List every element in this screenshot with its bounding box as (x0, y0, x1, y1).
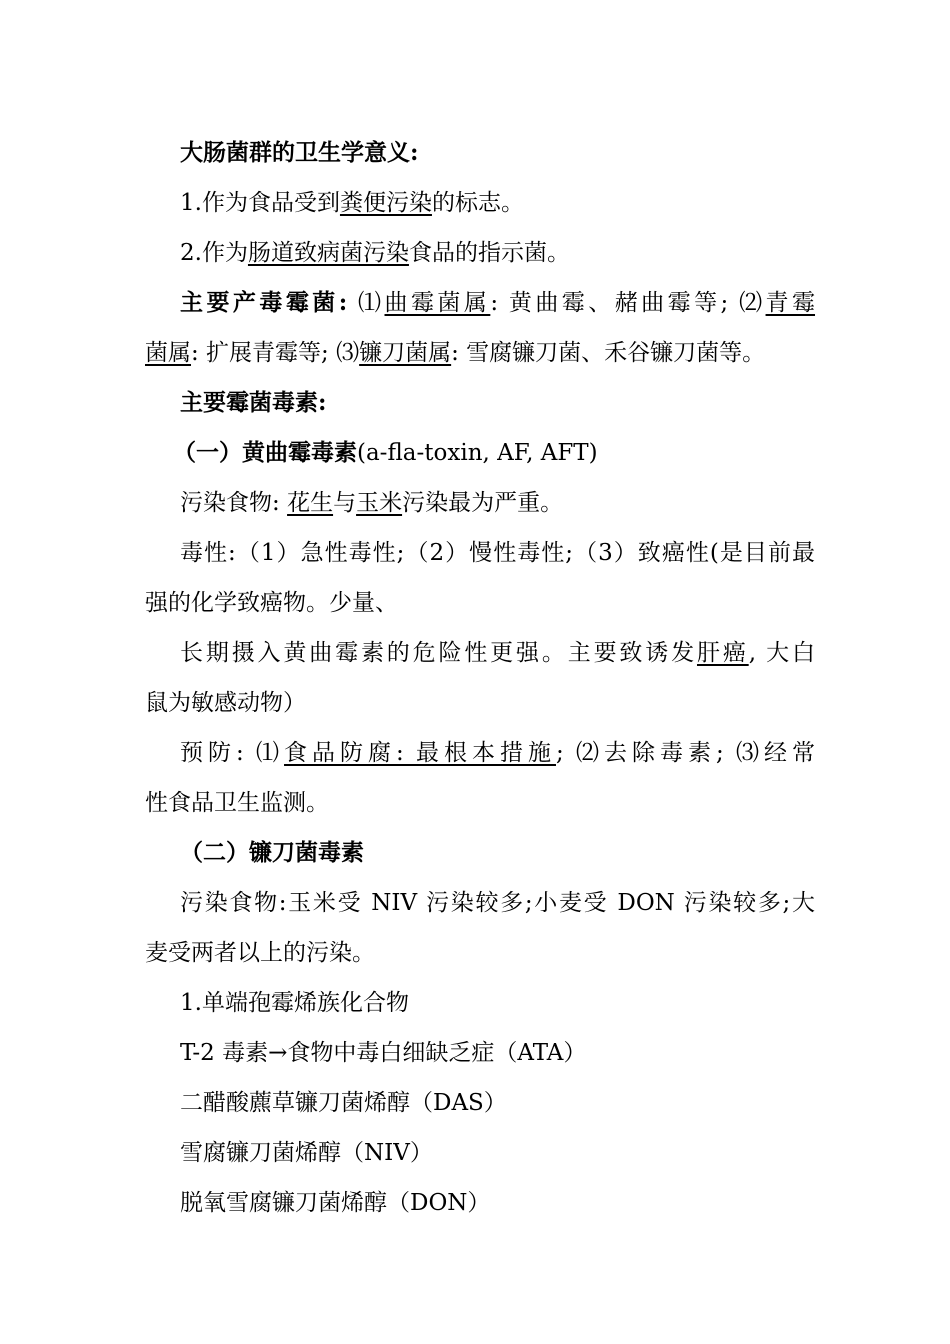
text: ⑴ (347, 290, 385, 316)
underlined-term: 花生 (287, 490, 334, 516)
underlined-term: 肠道致病菌污染 (247, 240, 409, 266)
text: : 雪腐镰刀菌、禾谷镰刀菌等。 (451, 340, 766, 366)
aflatoxin-toxicity-line-3 (145, 628, 815, 678)
underlined-term: 曲霉菌属 (384, 290, 491, 316)
list-item: 二醋酸藨草镰刀菌烯醇（DAS） (180, 1090, 507, 1116)
aflatoxin-toxicity-line-4: 鼠为敏感动物） (145, 690, 306, 716)
coliform-point-1 (145, 178, 815, 228)
underlined-term: 镰刀菌属 (359, 340, 452, 366)
list-item: 脱氧雪腐镰刀菌烯醇（DON） (180, 1190, 491, 1216)
underlined-term: 粪便污染 (339, 190, 432, 216)
text: 预防: ⑴ (180, 740, 285, 766)
underlined-term: 肝癌 (696, 640, 749, 666)
text: 1.作为食品受到 (180, 190, 340, 216)
aflatoxin-heading (145, 428, 815, 478)
text: 污染食物: (180, 490, 288, 516)
text: 长期摄入黄曲霉素的危险性更强。主要致诱发 (180, 640, 697, 666)
fusarium-heading: （二）镰刀菌毒素 (180, 839, 364, 866)
text: 食品的指示菌。 (408, 240, 570, 266)
mycotoxins-heading: 主要霉菌毒素: (180, 389, 327, 416)
underlined-term: 食品防腐: 最根本措施 (284, 740, 556, 766)
aflatoxin-prevention-line-2: 性食品卫生监测。 (145, 790, 329, 816)
text: , 大白 (748, 640, 816, 666)
text: : 黄曲霉、赭曲霉等; ⑵ (490, 290, 766, 316)
text: ; ⑵去除毒素; ⑶经常 (555, 740, 816, 766)
fusarium-foods-line-1: 污染食物:玉米受 NIV 污染较多;小麦受 DON 污染较多;大 (180, 890, 815, 916)
fusarium-class-1: 1.单端孢霉烯族化合物 (180, 990, 409, 1016)
text: 的标志。 (431, 190, 524, 216)
text: 与 (333, 490, 357, 516)
aflatoxin-foods (145, 478, 815, 528)
coliform-heading: 大肠菌群的卫生学意义: (180, 139, 419, 166)
label: 主要产毒霉菌: (180, 289, 348, 316)
aflatoxin-prevention-line-1 (145, 728, 815, 778)
text: 污染最为严重。 (402, 490, 564, 516)
list-item: 雪腐镰刀菌烯醇（NIV） (180, 1140, 433, 1166)
document-body (145, 128, 815, 1228)
list-item: T-2 毒素→食物中毒白细缺乏症（ATA） (180, 1040, 587, 1066)
coliform-point-2 (145, 228, 815, 278)
underlined-term: 青霉 (765, 290, 816, 316)
aflatoxin-toxicity-line-2: 强的化学致癌物。少量、 (145, 590, 398, 616)
text: (a-fla-toxin, AF, AFT) (357, 440, 598, 466)
underlined-term: 玉米 (356, 490, 403, 516)
toxigenic-molds-line-2 (145, 328, 815, 378)
text: : 扩展青霉等; ⑶ (191, 340, 360, 366)
fusarium-foods-line-2: 麦受两者以上的污染。 (145, 940, 375, 966)
text: 2.作为 (180, 240, 248, 266)
aflatoxin-toxicity-line-1: 毒性:（1）急性毒性;（2）慢性毒性;（3）致癌性(是目前最 (180, 540, 815, 566)
section-title: （一）黄曲霉毒素 (173, 439, 357, 466)
toxigenic-molds-line-1 (145, 278, 815, 328)
underlined-term: 菌属 (145, 340, 191, 366)
